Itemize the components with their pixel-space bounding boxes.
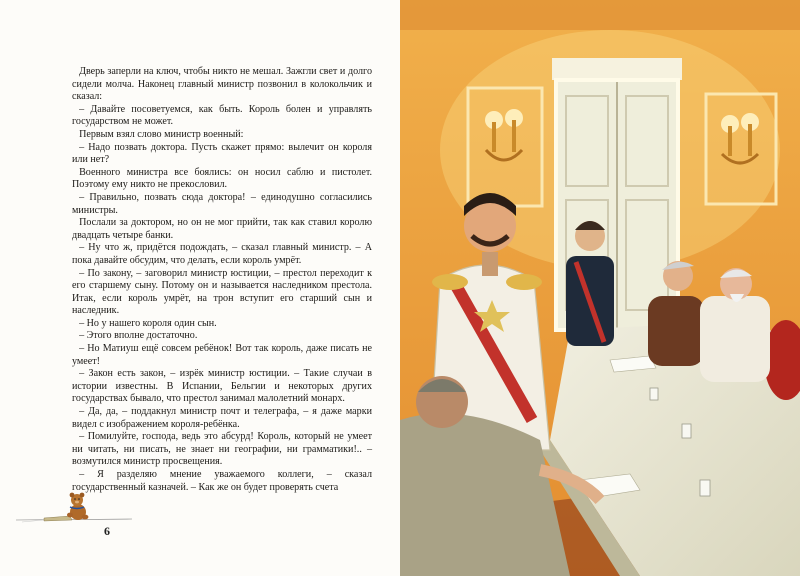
- story-paragraph: – Да, да, – поддакнул министр почт и телеграфа, – я даже марки видел с изображением короля-ребёнка.: [72, 406, 372, 430]
- story-paragraph: Военного министра все боялись: он носил саблю и пистолет. Поэтому ему никто не прекословил.: [72, 166, 372, 191]
- story-paragraph: – Я разделяю мнение уважаемого коллеги, – сказал государственный казначей. – Как же он будет проверять счета: [72, 469, 372, 493]
- story-paragraph: – Давайте посоветуемся, как быть. Король болен и управлять государством не может.: [72, 103, 372, 128]
- story-paragraph: – Надо позвать доктора. Пусть скажет прямо: вылечит он короля или нет?: [72, 141, 372, 166]
- story-paragraph: – Этого вполне достаточно.: [79, 330, 198, 342]
- story-paragraph: – Но Матиуш ещё совсем ребёнок! Вот так король, даже писать не умеет!: [72, 343, 372, 367]
- story-paragraph: Первым взял слово министр военный:: [79, 128, 244, 140]
- page-number: 6: [104, 524, 110, 538]
- right-page: [400, 0, 800, 576]
- story-text: [72, 66, 372, 494]
- story-paragraph: – Правильно, позвать сюда доктора! – единодушно согласились министры.: [72, 191, 372, 216]
- teddy-bear-illustration: [14, 486, 134, 526]
- story-paragraph: – Помилуйте, господа, ведь это абсурд! Король, который не умеет ни читать, ни писать, не знает ни географии, ни грамматики!.. – возмутился министр просвещения.: [72, 431, 372, 468]
- story-paragraph: – По закону, – заговорил министр юстиции, – престол переходит к его старшему сыну. Потому он и называется наследником престола. Итак, если король умрёт, на трон вступит его старший сын и наследник.: [72, 267, 372, 317]
- story-paragraph: Послали за доктором, но он не мог прийти, так как ставил королю двадцать четыре банки.: [72, 217, 372, 241]
- story-paragraph: – Но у нашего короля один сын.: [79, 317, 217, 329]
- story-paragraph: – Ну что ж, придётся подождать, – сказал главный министр. – А пока давайте обсудим, что делать, если король умрёт.: [72, 242, 372, 266]
- story-paragraph: Дверь заперли на ключ, чтобы никто не мешал. Зажгли свет и долго сидели молча. Наконец главный министр позвонил в колокольчик и сказал:: [72, 66, 372, 103]
- ministers-council-illustration: [400, 0, 800, 576]
- story-paragraph: – Закон есть закон, – изрёк министр юстиции. – Такие случаи в истории известны. В Испании, Бельгии и некоторых других государствах бывало, что престол занимал малолетний монарх.: [72, 368, 372, 405]
